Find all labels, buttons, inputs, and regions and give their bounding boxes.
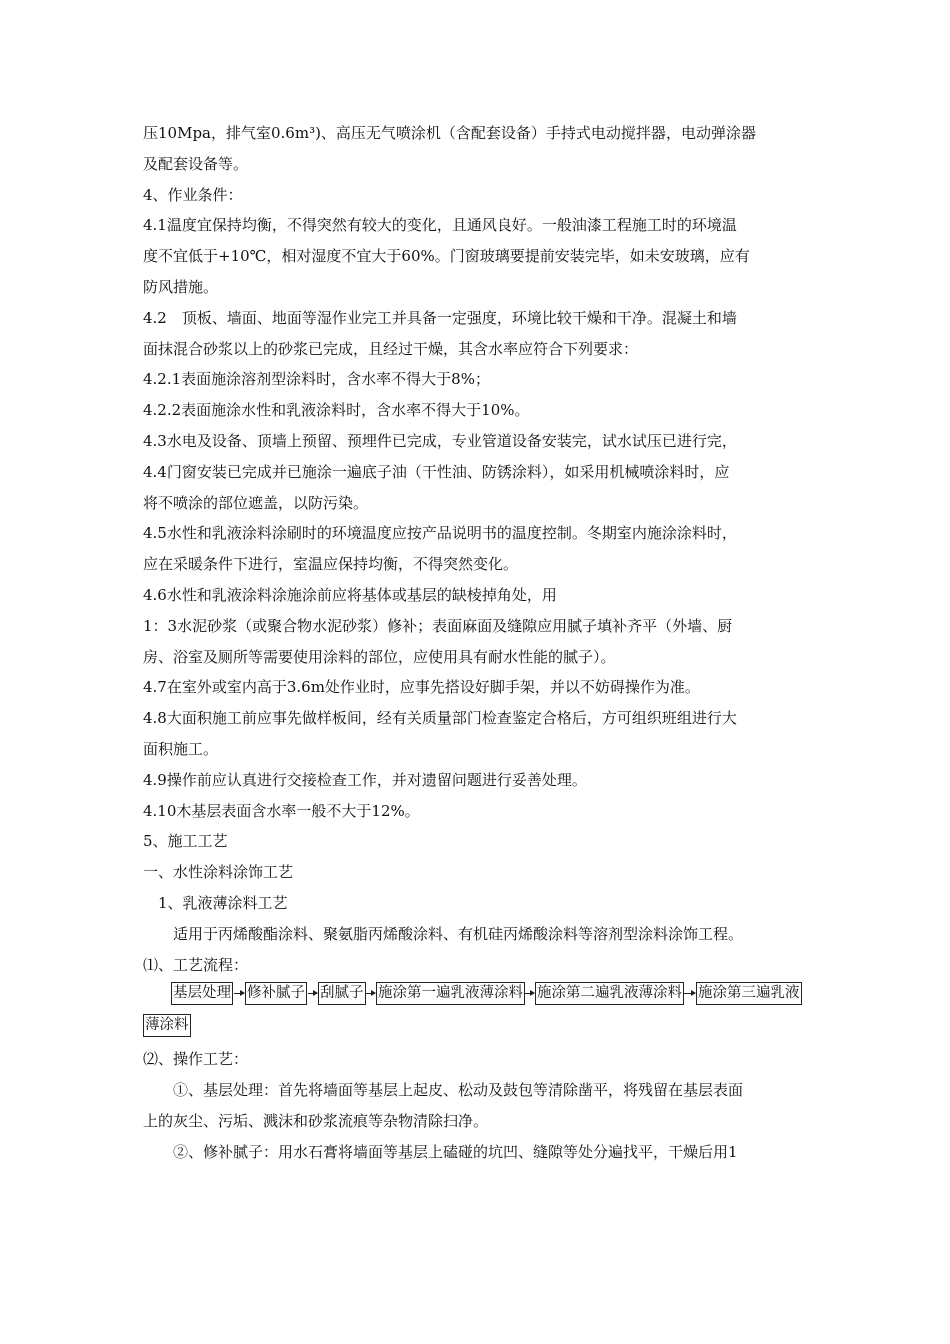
flow-arrow <box>684 993 695 994</box>
ops-paragraph-first-line: ②、修补腻子：用水石膏将墙面等基层上磕碰的坑凹、缝隙等处分遍找平，干燥后用1 <box>173 1142 738 1161</box>
ops-paragraph-first-line: ①、基层处理：首先将墙面等基层上起皮、松动及鼓包等清除凿平，将残留在基层表面 <box>173 1081 744 1100</box>
text-line: 4.2.2表面施涂水性和乳液涂料时，含水率不得大于10%。 <box>143 401 530 420</box>
process-flow-diagram <box>143 982 811 1044</box>
flow-arrow <box>308 993 317 994</box>
subheading: 1、乳液薄涂料工艺 <box>158 893 288 912</box>
flow-arrow <box>365 993 375 994</box>
text-line: 面积施工。 <box>143 739 219 758</box>
text-line: 将不喷涂的部位遮盖，以防污染。 <box>143 493 369 512</box>
flow-step-third-coat-continued: 薄涂料 <box>143 1014 191 1037</box>
scope-text: 适用于丙烯酸酯涂料、聚氨脂丙烯酸涂料、有机硅丙烯酸涂料等溶剂型涂料涂饰工程。 <box>173 924 744 943</box>
flow-step-scrape-putty: 刮腻子 <box>318 982 366 1005</box>
text-line: 4.10木基层表面含水率一般不大于12%。 <box>143 801 420 820</box>
ops-heading: ⑵、操作工艺： <box>143 1050 249 1069</box>
text-line: 4.4门窗安装已完成并已施涂一遍底子油（干性油、防锈涂料），如采用机械喷涂料时，应 <box>143 462 730 481</box>
document-page <box>143 118 811 1168</box>
flow-heading: ⑴、工艺流程： <box>143 955 249 974</box>
section-heading: 5、施工工艺 <box>143 832 228 851</box>
flow-step-third-coat: 施涂第三遍乳液 <box>696 982 802 1005</box>
flow-step-first-coat: 施涂第一遍乳液薄涂料 <box>376 982 525 1005</box>
flow-arrow <box>234 993 244 994</box>
text-line: 4.2.1表面施涂溶剂型涂料时，含水率不得大于8%； <box>143 370 490 389</box>
text-line: 4.9操作前应认真进行交接检查工作，并对遗留问题进行妥善处理。 <box>143 770 587 789</box>
text-line: 4.2 顶板、墙面、地面等湿作业完工并具备一定强度，环境比较干燥和干净。混凝土和墙 <box>143 308 737 327</box>
text-line: 度不宜低于+10℃，相对湿度不宜大于60%。门窗玻璃要提前安装完毕，如未安玻璃，应有 <box>143 247 750 266</box>
text-line: 防风措施。 <box>143 277 219 296</box>
flow-step-base-treatment: 基层处理 <box>171 982 233 1005</box>
text-line: 4.5水性和乳液涂料涂刷时的环境温度应按产品说明书的温度控制。冬期室内施涂涂料时， <box>143 524 737 543</box>
text-line: 房、浴室及厕所等需要使用涂料的部位，应使用具有耐水性能的腻子）。 <box>143 647 616 666</box>
ops-paragraph-line: 上的灰尘、污垢、溅沫和砂浆流痕等杂物清除扫净。 <box>143 1111 489 1130</box>
text-line: 应在采暖条件下进行，室温应保持均衡，不得突然变化。 <box>143 555 519 574</box>
text-line: 及配套设备等。 <box>143 154 249 173</box>
section-heading: 一、水性涂料涂饰工艺 <box>143 863 294 882</box>
text-line: 4.1温度宜保持均衡，不得突然有较大的变化，且通风良好。一般油漆工程施工时的环境温 <box>143 216 737 235</box>
flow-step-patch-putty: 修补腻子 <box>245 982 307 1005</box>
text-line: 4.3水电及设备、顶墙上预留、预埋件已完成，专业管道设备安装完，试水试压已进行完， <box>143 431 737 450</box>
flow-step-second-coat: 施涂第二遍乳液薄涂料 <box>535 982 684 1005</box>
text-line: 1：3水泥砂浆（或聚合物水泥砂浆）修补；表面麻面及缝隙应用腻子填补齐平（外墙、厨 <box>143 616 733 635</box>
text-line: 4.6水性和乳液涂料涂施涂前应将基体或基层的缺棱掉角处，用 <box>143 585 557 604</box>
text-line: 4.8大面积施工前应事先做样板间，经有关质量部门检查鉴定合格后，方可组织班组进行大 <box>143 709 737 728</box>
flow-arrow <box>524 993 534 994</box>
text-line: 面抹混合砂浆以上的砂浆已完成，且经过干燥，其含水率应符合下列要求： <box>143 339 639 358</box>
text-line: 4.7在室外或室内高于3.6m处作业时，应事先搭设好脚手架，并以不妨碍操作为准。 <box>143 678 700 697</box>
section-heading: 4、作业条件： <box>143 185 243 204</box>
text-line: 压10Mpa，排气室0.6m³)、高压无气喷涂机（含配套设备）手持式电动搅拌器，电动弹涂器 <box>143 124 756 142</box>
